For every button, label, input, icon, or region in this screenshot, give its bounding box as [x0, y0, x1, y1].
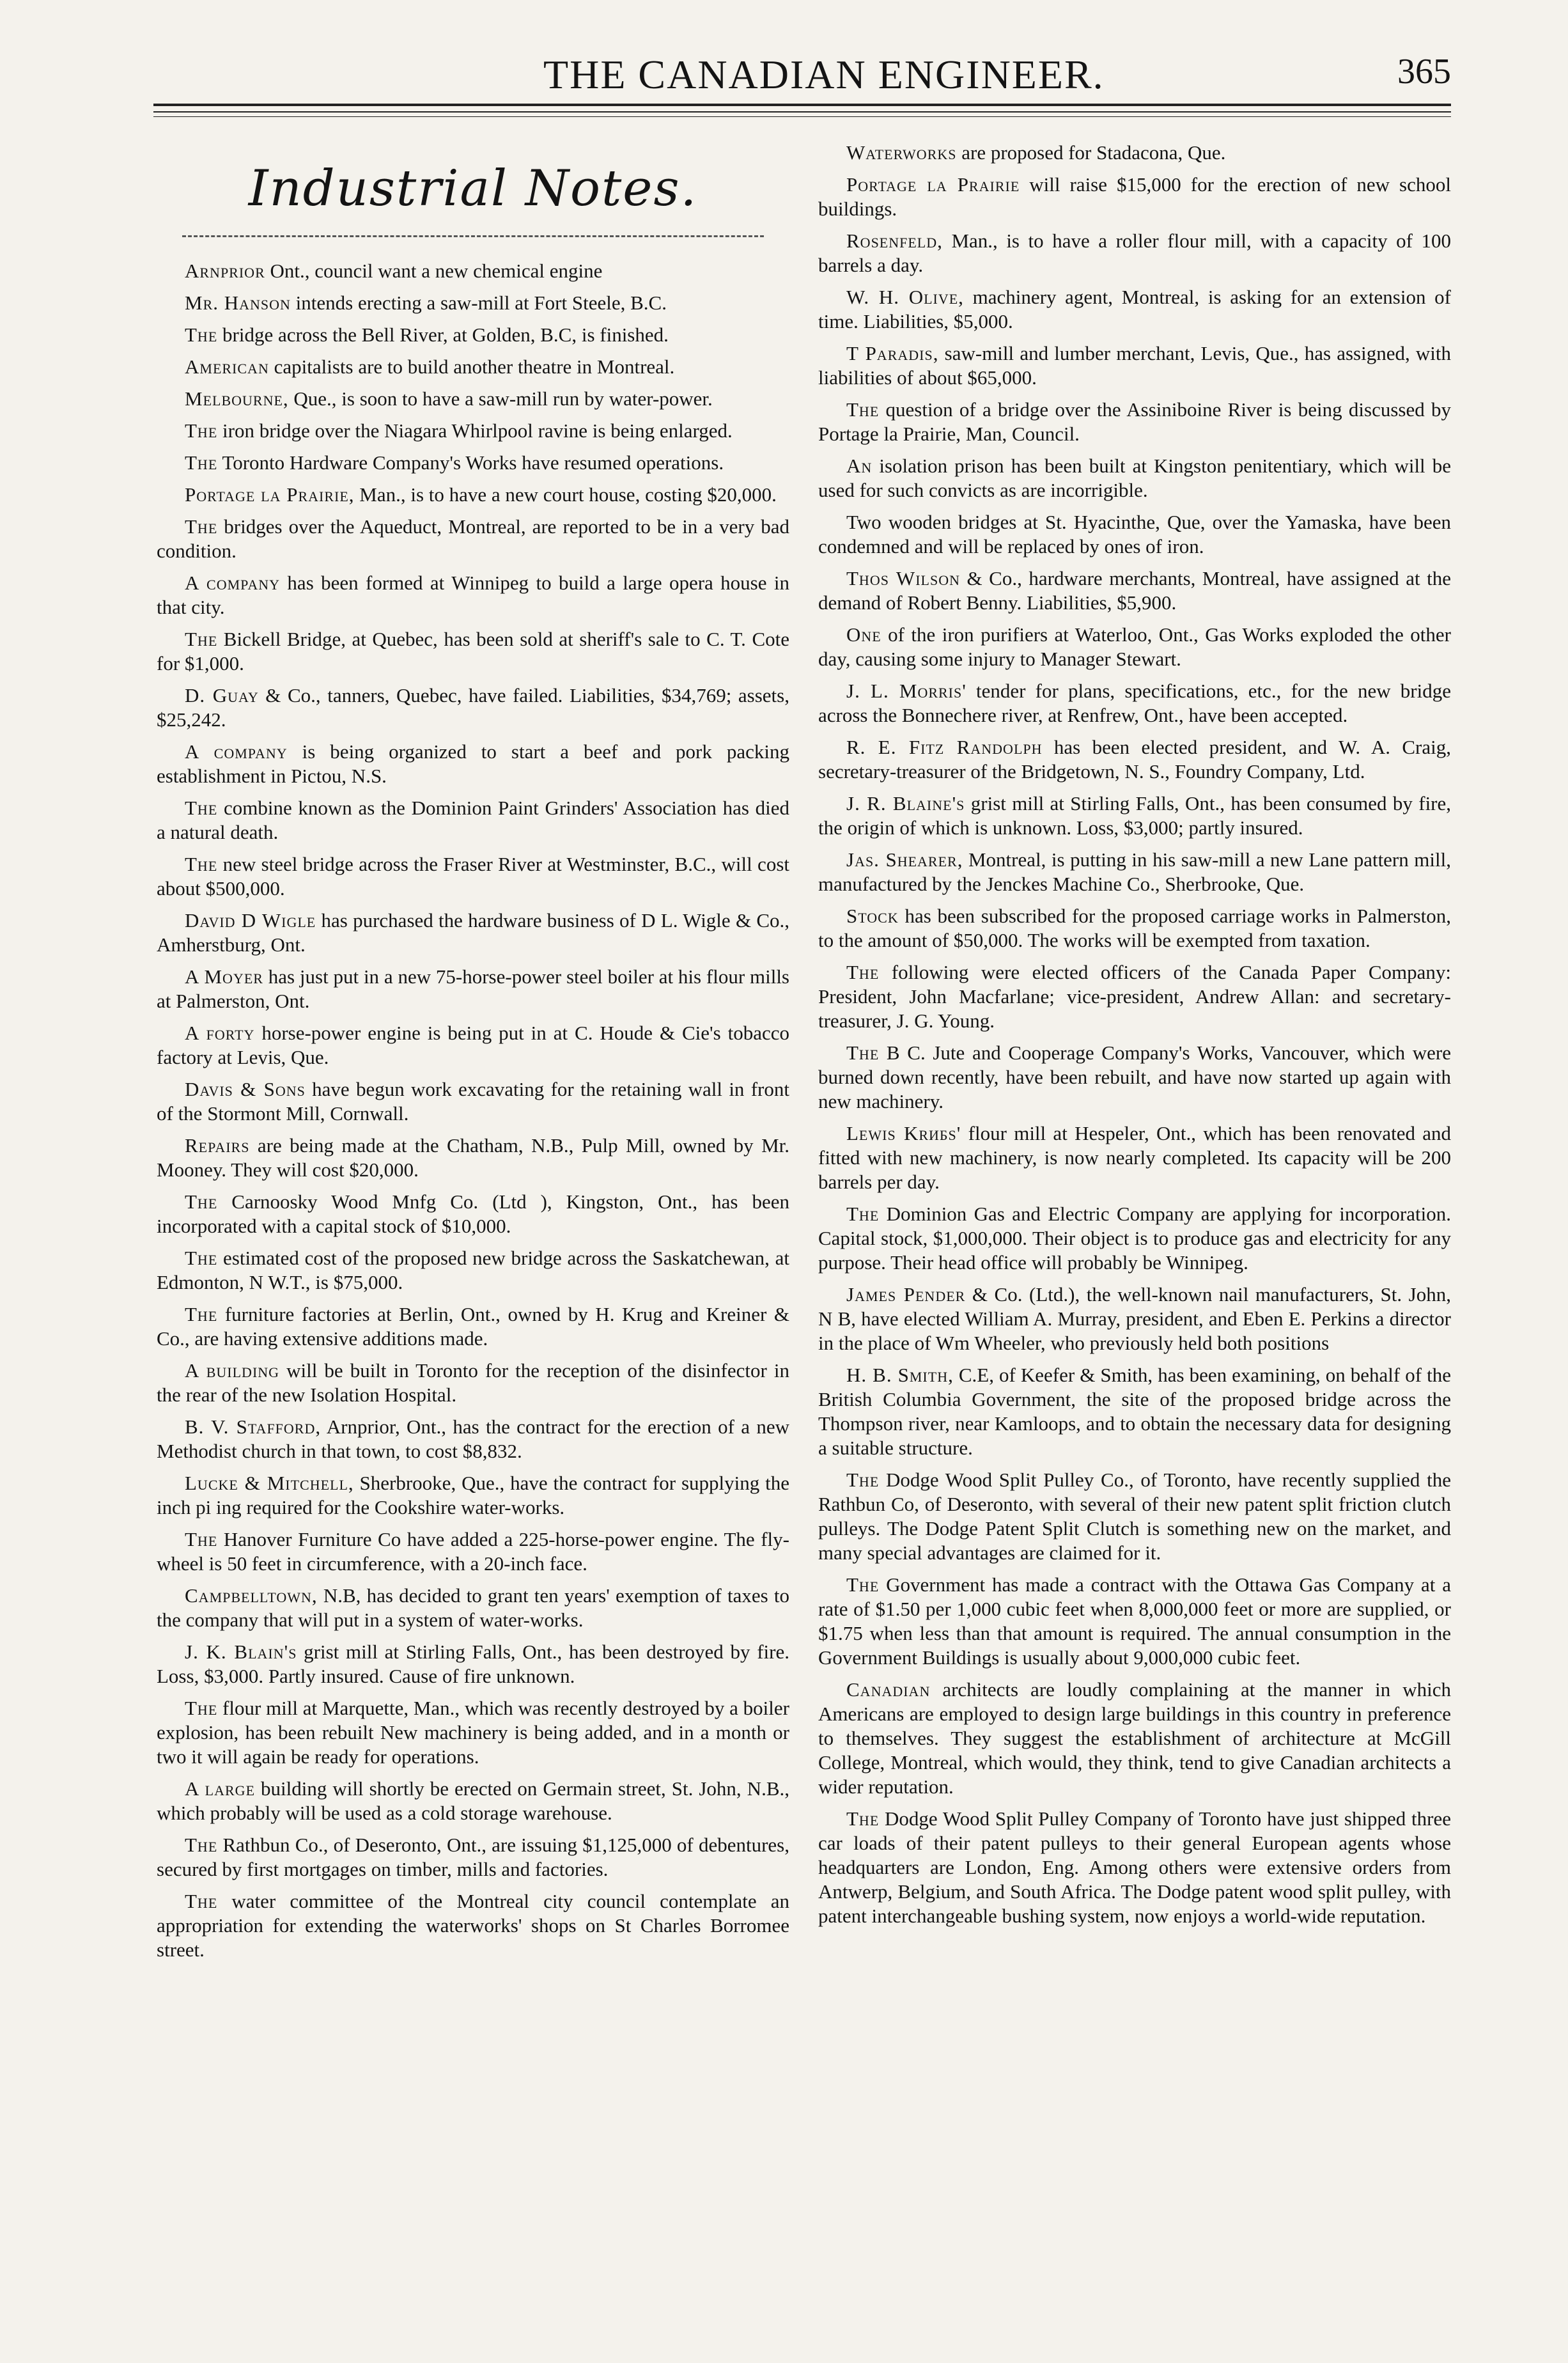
industrial-note	[818, 454, 1451, 503]
note-text: Bickell Bridge, at Quebec, has been sold at sheriff's sale to C. T. Cote for $1,000.	[157, 628, 789, 675]
industrial-note	[157, 1696, 789, 1769]
note-lead: David D Wigle	[185, 909, 316, 932]
note-lead: H. B. Smith,	[846, 1364, 954, 1386]
note-text: iron bridge over the Niagara Whirlpool ravine is being enlarged.	[217, 419, 733, 442]
note-lead: The	[846, 1573, 880, 1596]
note-lead: A forty	[185, 1022, 255, 1044]
note-lead: A company	[185, 572, 281, 594]
note-lead: An	[846, 455, 873, 477]
note-lead: J. L. Morris'	[846, 680, 966, 702]
note-text: Two wooden bridges at St. Hyacinthe, Que, over the Yamaska, have been condemned and will be replaced by ones of iron.	[818, 511, 1451, 558]
note-text: combine known as the Dominion Paint Grinders' Association has died a natural death.	[157, 797, 789, 843]
note-text: saw-mill and lumber merchant, Levis, Que., has assigned, with liabilities of about $65,000.	[818, 342, 1452, 389]
industrial-note	[818, 1468, 1451, 1565]
industrial-note	[818, 1363, 1451, 1460]
note-text: has been elected president, and W. A. Craig, secretary-treasurer of the Bridgetown, N. S., Foundry Company, Ltd.	[818, 736, 1451, 783]
industrial-note	[157, 451, 789, 475]
note-text: Man., is to have a roller flour mill, with a capacity of 100 barrels a day.	[818, 230, 1451, 276]
note-text: & Co., tanners, Quebec, have failed. Liabilities, $34,769; assets, $25,242.	[157, 684, 789, 731]
note-lead: Stock	[846, 905, 899, 927]
industrial-note	[157, 1889, 789, 1962]
note-lead: The	[185, 797, 218, 819]
note-lead: Davis & Sons	[185, 1078, 306, 1100]
industrial-note	[818, 623, 1451, 671]
notes-list-left	[157, 259, 789, 1962]
note-lead: Portage la Prairie,	[185, 483, 355, 506]
left-column	[157, 141, 789, 1970]
note-lead: Lewis Krибs'	[846, 1122, 961, 1144]
note-lead: The	[846, 1807, 880, 1830]
note-text: Arnprior, Ont., has the contract for the erection of a new Methodist church in that town, to cost $8,832.	[157, 1415, 789, 1462]
industrial-note	[818, 904, 1451, 953]
note-lead: The	[185, 1303, 218, 1325]
note-lead: D. Guay	[185, 684, 259, 706]
note-text: bridges over the Aqueduct, Montreal, are reported to be in a very bad condition.	[157, 515, 789, 562]
industrial-note	[818, 848, 1451, 896]
note-lead: Canadian	[846, 1678, 931, 1701]
note-text: Dodge Wood Split Pulley Company of Toronto have just shipped three car loads of their patent pulleys to their general European agents whose headquarters are London, Eng. Among others were extensive orders from Antwerp, Belgium, and South Africa. The Dodge patent wood split pulley, with patent interchangeable bushing system, now enjoys a world-wide reputation.	[818, 1807, 1451, 1927]
note-text: Montreal, is putting in his saw-mill a new Lane pattern mill, manufactured by the Jenckes Machine Co., Sherbrooke, Que.	[818, 848, 1451, 895]
note-lead: The	[185, 853, 218, 875]
note-lead: The	[185, 1697, 218, 1719]
industrial-note	[157, 419, 789, 443]
note-text: intends erecting a saw-mill at Fort Steele, B.C.	[290, 292, 667, 314]
note-text: Government has made a contract with the Ottawa Gas Company at a rate of $1.50 per 1,000 cubic feet when 8,000,000 feet or more are supplied, or $1.75 when less than that amount is required. The annual consumption in the Government Buildings is usually about 9,000,000 cubic feet.	[818, 1573, 1451, 1669]
note-lead: A Moyer	[185, 965, 263, 988]
note-text: will be built in Toronto for the reception of the disinfector in the rear of the new Isolation Hospital.	[157, 1359, 789, 1406]
industrial-note	[157, 627, 789, 676]
note-lead: Thos Wilson	[846, 567, 960, 589]
industrial-note	[157, 1640, 789, 1688]
note-lead: J. K. Blain's	[185, 1641, 297, 1663]
note-text: water committee of the Montreal city council contemplate an appropriation for extending the waterworks' shops on St Charles Borromee street.	[157, 1890, 789, 1961]
industrial-note	[818, 173, 1451, 221]
industrial-note	[157, 740, 789, 788]
note-lead: Repairs	[185, 1134, 250, 1157]
note-text: are being made at the Chatham, N.B., Pulp Mill, owned by Mr. Mooney. They will cost $20,000.	[157, 1134, 789, 1181]
industrial-note	[818, 1573, 1451, 1670]
note-lead: One	[846, 623, 881, 646]
note-text: Dominion Gas and Electric Company are applying for incorporation. Capital stock, $1,000,000. Their object is to produce gas and electricity for any purpose. Their head office will probably be Winnipeg.	[818, 1203, 1451, 1274]
industrial-note	[157, 1777, 789, 1825]
note-text: & Co. (Ltd.), the well-known nail manufacturers, St. John, N B, have elected William A. Murray, president, and Eben E. Perkins a director in the place of Wm Wheeler, who previously held both positions	[818, 1283, 1452, 1354]
note-lead: The	[185, 1890, 218, 1912]
industrial-note	[157, 1359, 789, 1407]
note-text: building will shortly be erected on Germain street, St. John, N.B., which probably will be used as a cold storage warehouse.	[157, 1777, 789, 1824]
note-text: architects are loudly complaining at the manner in which Americans are employed to design large buildings in this country in preference to themselves. They suggest the establishment of architecture at McGill College, Montreal, which would, they think, tend to give Canadian architects a wider reputation.	[818, 1678, 1451, 1798]
industrial-note	[818, 398, 1451, 446]
industrial-note	[157, 852, 789, 901]
note-lead: The	[846, 961, 880, 983]
note-text: Ont., council want a new chemical engine	[265, 260, 603, 282]
note-lead: Melbourne,	[185, 387, 289, 410]
note-text: furniture factories at Berlin, Ont., owned by H. Krug and Kreiner & Co., are having extensive additions made.	[157, 1303, 789, 1350]
note-text: question of a bridge over the Assiniboine River is being discussed by Portage la Prairie, Man, Council.	[818, 398, 1451, 445]
note-lead: The	[185, 628, 218, 650]
industrial-note	[818, 735, 1451, 784]
note-text: are proposed for Stadacona, Que.	[956, 141, 1226, 164]
note-lead: The	[846, 1469, 880, 1491]
note-lead: Mr. Hanson	[185, 292, 291, 314]
industrial-note	[157, 1527, 789, 1576]
industrial-note	[157, 796, 789, 845]
note-text: has just put in a new 75-horse-power steel boiler at his flour mills at Palmerston, Ont.	[157, 965, 789, 1012]
industrial-note	[157, 1471, 789, 1520]
note-text: Hanover Furniture Co have added a 225-horse-power engine. The fly-wheel is 50 feet in circumference, with a 20-inch face.	[157, 1528, 789, 1575]
note-lead: A building	[185, 1359, 280, 1382]
note-lead: James Pender	[846, 1283, 966, 1306]
industrial-note	[818, 285, 1451, 334]
right-column	[818, 141, 1451, 1936]
running-title: THE CANADIAN ENGINEER.	[543, 52, 1105, 97]
industrial-note	[818, 1807, 1451, 1928]
industrial-note	[818, 141, 1451, 165]
heading-divider	[182, 235, 764, 237]
header-rule	[153, 111, 1451, 113]
note-text: flour mill at Marquette, Man., which was recently destroyed by a boiler explosion, has been rebuilt New machinery is being added, and in a month or two it will again be ready for operations.	[157, 1697, 789, 1768]
industrial-note	[157, 1246, 789, 1295]
industrial-note	[157, 1134, 789, 1182]
note-lead: B. V. Stafford,	[185, 1415, 322, 1438]
note-text: Que., is soon to have a saw-mill run by water-power.	[288, 387, 713, 410]
industrial-note	[818, 1202, 1451, 1275]
note-text: C.E, of Keefer & Smith, has been examining, on behalf of the British Columbia Government, the site of the proposed bridge across the Thompson river, near Kamloops, and to obtain the necessary data for designing a suitable structure.	[818, 1364, 1451, 1459]
industrial-note	[157, 515, 789, 563]
note-text: has purchased the hardware business of D L. Wigle & Co., Amherstburg, Ont.	[157, 909, 789, 956]
industrial-note	[157, 355, 789, 379]
note-lead: The	[185, 451, 218, 474]
note-text: has been formed at Winnipeg to build a large opera house in that city.	[157, 572, 789, 618]
note-text: Dodge Wood Split Pulley Co., of Toronto, have recently supplied the Rathbun Co, of Deseronto, with several of their new patent split friction clutch pulleys. The Dodge Patent Split Clutch is something new on the market, and many special advantages are claimed for it.	[818, 1469, 1451, 1564]
industrial-note	[818, 679, 1451, 728]
note-lead: American	[185, 355, 269, 378]
industrial-note	[157, 965, 789, 1013]
note-text: & Co., hardware merchants, Montreal, have assigned at the demand of Robert Benny. Liabilities, $5,900.	[818, 567, 1451, 614]
note-lead: Waterworks	[846, 141, 957, 164]
industrial-note	[818, 1283, 1451, 1355]
note-lead: The	[185, 1247, 218, 1269]
notes-list-right	[818, 141, 1451, 1928]
industrial-note	[818, 566, 1451, 615]
note-lead: A company	[185, 740, 288, 763]
note-lead: J. R. Blaine's	[846, 792, 965, 815]
industrial-note	[818, 1121, 1451, 1194]
industrial-note	[157, 1302, 789, 1351]
note-text: tender for plans, specifications, etc., for the new bridge across the Bonnechere river, at Renfrew, Ont., have been accepted.	[818, 680, 1451, 726]
industrial-note	[818, 1041, 1451, 1114]
industrial-note	[157, 483, 789, 507]
note-lead: A large	[185, 1777, 256, 1800]
note-text: grist mill at Stirling Falls, Ont., has been destroyed by fire. Loss, $3,000. Partly insured. Cause of fire unknown.	[157, 1641, 789, 1687]
note-text: Carnoosky Wood Mnfg Co. (Ltd ), Kingston, Ont., has been incorporated with a capital stock of $10,000.	[157, 1190, 789, 1237]
note-text: is being organized to start a beef and pork packing establishment in Pictou, N.S.	[157, 740, 789, 787]
note-lead: T Paradis,	[846, 342, 939, 364]
note-lead: The	[185, 324, 218, 346]
industrial-note	[157, 1021, 789, 1070]
industrial-note	[157, 1190, 789, 1238]
industrial-note	[157, 1415, 789, 1463]
note-text: following were elected officers of the Canada Paper Company: President, John Macfarlane; vice-president, Andrew Allan: and secretary-treasurer, J. G. Young.	[818, 961, 1451, 1032]
note-text: N.B, has decided to grant ten years' exemption of taxes to the company that will put in a system of water-works.	[157, 1584, 789, 1631]
note-text: machinery agent, Montreal, is asking for an extension of time. Liabilities, $5,000.	[818, 286, 1451, 332]
note-text: Rathbun Co., of Deseronto, Ont., are issuing $1,125,000 of debentures, secured by first mortgages on timber, mills and factories.	[157, 1834, 789, 1880]
industrial-note	[157, 909, 789, 957]
note-lead: Lucke & Mitchell,	[185, 1472, 354, 1494]
note-lead: W. H. Olive,	[846, 286, 964, 308]
note-text: Man., is to have a new court house, costing $20,000.	[354, 483, 777, 506]
industrial-note	[157, 387, 789, 411]
note-text: estimated cost of the proposed new bridge across the Saskatchewan, at Edmonton, N W.T., is $75,000.	[157, 1247, 789, 1293]
header-rule	[153, 104, 1451, 106]
note-text: Toronto Hardware Company's Works have resumed operations.	[217, 451, 724, 474]
note-lead: The	[185, 419, 218, 442]
industrial-note	[157, 1833, 789, 1882]
note-text: isolation prison has been built at Kingston penitentiary, which will be used for such convicts as are incorrigible.	[818, 455, 1451, 501]
industrial-note	[157, 1077, 789, 1126]
page-header	[153, 45, 1451, 121]
note-text: will raise $15,000 for the erection of new school buildings.	[818, 173, 1451, 220]
note-lead: Rosenfeld,	[846, 230, 943, 252]
industrial-note	[157, 291, 789, 315]
industrial-note	[818, 341, 1451, 390]
note-lead: The	[185, 515, 218, 538]
note-lead: R. E. Fitz Randolph	[846, 736, 1043, 758]
industrial-note	[818, 1678, 1451, 1799]
industrial-note	[157, 683, 789, 732]
note-lead: The	[185, 1190, 218, 1213]
industrial-note	[818, 960, 1451, 1033]
note-lead: The	[185, 1834, 218, 1856]
note-text: capitalists are to build another theatre in Montreal.	[268, 355, 675, 378]
industrial-note	[157, 1584, 789, 1632]
industrial-note	[157, 323, 789, 347]
note-lead: Campbelltown,	[185, 1584, 318, 1607]
industrial-note	[818, 229, 1451, 277]
note-text: horse-power engine is being put in at C. Houde & Cie's tobacco factory at Levis, Que.	[157, 1022, 789, 1068]
note-lead: Jas. Shearer,	[846, 848, 963, 871]
note-lead: The	[846, 1041, 880, 1064]
note-lead: Arnprior	[185, 260, 265, 282]
note-text: of the iron purifiers at Waterloo, Ont., Gas Works exploded the other day, causing some injury to Manager Stewart.	[818, 623, 1451, 670]
note-text: Sherbrooke, Que., have the contract for supplying the inch pi ing required for the Cookshire water-works.	[157, 1472, 789, 1518]
industrial-note	[818, 792, 1451, 840]
note-text: has been subscribed for the proposed carriage works in Palmerston, to the amount of $50,000. The works will be exempted from taxation.	[818, 905, 1451, 951]
industrial-note	[157, 571, 789, 620]
note-text: bridge across the Bell River, at Golden, B.C, is finished.	[217, 324, 669, 346]
header-rule	[153, 116, 1451, 117]
page-number: 365	[1397, 52, 1451, 91]
note-text: B C. Jute and Cooperage Company's Works, Vancouver, which were burned down recently, have been rebuilt, and have now started up again with new machinery.	[818, 1041, 1451, 1112]
note-lead: The	[846, 398, 880, 421]
note-text: have begun work excavating for the retaining wall in front of the Stormont Mill, Cornwall.	[157, 1078, 789, 1125]
note-text: grist mill at Stirling Falls, Ont., has been consumed by fire, the origin of which is unknown. Loss, $3,000; partly insured.	[818, 792, 1452, 839]
note-lead: The	[846, 1203, 880, 1225]
note-text: flour mill at Hespeler, Ont., which has been renovated and fitted with new machinery, is now nearly completed. Its capacity will be 200 barrels per day.	[818, 1122, 1451, 1193]
note-lead: The	[185, 1528, 218, 1550]
section-heading: Industrial Notes.	[248, 160, 698, 217]
industrial-note	[818, 510, 1451, 559]
note-lead: Portage la Prairie	[846, 173, 1020, 196]
note-text: new steel bridge across the Fraser River at Westminster, B.C., will cost about $500,000.	[157, 853, 789, 900]
industrial-note	[157, 259, 789, 283]
